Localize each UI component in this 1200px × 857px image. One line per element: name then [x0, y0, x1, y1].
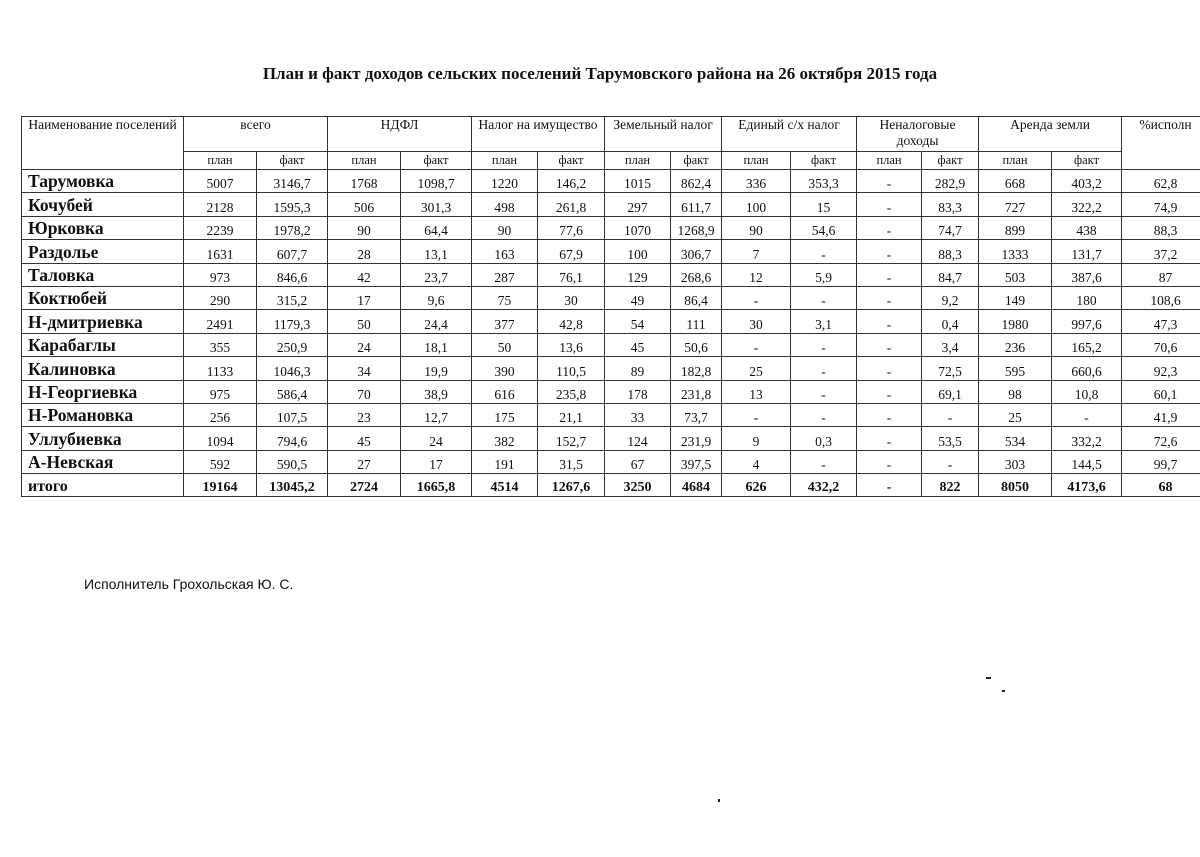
table-cell: 5007: [184, 170, 257, 193]
table-cell: 110,5: [538, 357, 605, 380]
table-cell: 50: [328, 310, 401, 333]
header-plan: план: [857, 152, 922, 170]
executor-signature-line: Исполнитель Грохольская Ю. С.: [84, 576, 294, 592]
table-cell: 92,3: [1122, 357, 1200, 380]
table-cell: 3,4: [922, 333, 979, 356]
table-cell: 387,6: [1052, 263, 1122, 286]
table-cell: 111: [671, 310, 722, 333]
table-cell: 287: [472, 263, 538, 286]
settlement-name: Тарумовка: [22, 170, 184, 193]
header-percent: %исполн: [1122, 117, 1200, 170]
table-cell: 87: [1122, 263, 1200, 286]
table-cell: 42: [328, 263, 401, 286]
table-cell: 794,6: [257, 427, 328, 450]
table-cell: 144,5: [1052, 450, 1122, 473]
table-cell: -: [857, 193, 922, 216]
table-cell: 25: [979, 403, 1052, 426]
table-cell: 0,3: [791, 427, 857, 450]
table-cell: 100: [722, 193, 791, 216]
table-cell: 89: [605, 357, 671, 380]
table-cell: 37,2: [1122, 240, 1200, 263]
header-settlement-name: Наименование поселений: [22, 117, 184, 170]
settlement-name: А-Невская: [22, 450, 184, 473]
table-cell: -: [857, 357, 922, 380]
table-cell: -: [857, 170, 922, 193]
table-cell: -: [857, 427, 922, 450]
table-cell: 1595,3: [257, 193, 328, 216]
table-cell: 19,9: [401, 357, 472, 380]
table-cell: -: [791, 240, 857, 263]
table-cell: 1333: [979, 240, 1052, 263]
table-cell: 24,4: [401, 310, 472, 333]
settlement-name: Уллубиевка: [22, 427, 184, 450]
table-cell: 973: [184, 263, 257, 286]
total-row: [22, 474, 1200, 497]
table-cell: 88,3: [1122, 216, 1200, 239]
table-cell: 256: [184, 403, 257, 426]
table-cell: 108,6: [1122, 286, 1200, 309]
table-cell: 72,5: [922, 357, 979, 380]
table-cell: 282,9: [922, 170, 979, 193]
table-cell: -: [857, 263, 922, 286]
table-cell: 355: [184, 333, 257, 356]
table-cell: 235,8: [538, 380, 605, 403]
header-plan: план: [979, 152, 1052, 170]
table-cell: 1046,3: [257, 357, 328, 380]
table-cell: 30: [722, 310, 791, 333]
table-cell: 149: [979, 286, 1052, 309]
table-cell: 54,6: [791, 216, 857, 239]
header-plan: план: [472, 152, 538, 170]
table-cell: 17: [401, 450, 472, 473]
table-cell: 12,7: [401, 403, 472, 426]
table-cell: 315,2: [257, 286, 328, 309]
table-cell: 90: [722, 216, 791, 239]
table-cell: 100: [605, 240, 671, 263]
table-cell: 1768: [328, 170, 401, 193]
header-group-ndfl: НДФЛ: [328, 117, 472, 152]
table-row: [22, 450, 1200, 473]
settlement-name: Кочубей: [22, 193, 184, 216]
table-row: [22, 240, 1200, 263]
header-fact: факт: [671, 152, 722, 170]
table-cell: 45: [605, 333, 671, 356]
table-cell: 2239: [184, 216, 257, 239]
table-cell: 28: [328, 240, 401, 263]
scan-speck: [986, 677, 991, 679]
table-cell: 76,1: [538, 263, 605, 286]
table-cell: 68: [1122, 474, 1200, 497]
table-cell: 50,6: [671, 333, 722, 356]
table-cell: 607,7: [257, 240, 328, 263]
table-cell: 377: [472, 310, 538, 333]
table-cell: 67,9: [538, 240, 605, 263]
table-cell: 1094: [184, 427, 257, 450]
header-fact: факт: [922, 152, 979, 170]
table-cell: 60,1: [1122, 380, 1200, 403]
table-cell: 99,7: [1122, 450, 1200, 473]
table-cell: 45: [328, 427, 401, 450]
table-cell: 165,2: [1052, 333, 1122, 356]
table-row: [22, 193, 1200, 216]
table-cell: -: [791, 403, 857, 426]
table-cell: 1070: [605, 216, 671, 239]
table-cell: 13045,2: [257, 474, 328, 497]
table-cell: 1268,9: [671, 216, 722, 239]
table-cell: 322,2: [1052, 193, 1122, 216]
table-row: [22, 286, 1200, 309]
table-cell: -: [857, 403, 922, 426]
table-cell: 231,9: [671, 427, 722, 450]
table-row: [22, 403, 1200, 426]
table-cell: 23,7: [401, 263, 472, 286]
table-cell: 54: [605, 310, 671, 333]
table-cell: -: [722, 333, 791, 356]
table-cell: 268,6: [671, 263, 722, 286]
table-cell: 534: [979, 427, 1052, 450]
table-cell: 1980: [979, 310, 1052, 333]
table-cell: 822: [922, 474, 979, 497]
table-cell: 3250: [605, 474, 671, 497]
table-cell: 997,6: [1052, 310, 1122, 333]
table-cell: 98: [979, 380, 1052, 403]
table-cell: 432,2: [791, 474, 857, 497]
header-fact: факт: [1052, 152, 1122, 170]
revenue-table: [21, 116, 1200, 497]
table-cell: 438: [1052, 216, 1122, 239]
table-cell: -: [922, 450, 979, 473]
table-cell: 862,4: [671, 170, 722, 193]
table-row: [22, 333, 1200, 356]
settlement-name: Карабаглы: [22, 333, 184, 356]
table-cell: 74,7: [922, 216, 979, 239]
table-cell: 290: [184, 286, 257, 309]
table-cell: 182,8: [671, 357, 722, 380]
header-group-property-tax: Налог на имущество: [472, 117, 605, 152]
table-cell: 42,8: [538, 310, 605, 333]
header-plan: план: [184, 152, 257, 170]
table-cell: -: [791, 357, 857, 380]
table-cell: 124: [605, 427, 671, 450]
table-cell: -: [791, 380, 857, 403]
table-cell: 1133: [184, 357, 257, 380]
table-cell: 1179,3: [257, 310, 328, 333]
header-group-non-tax: Неналоговые доходы: [857, 117, 979, 152]
table-cell: -: [1052, 403, 1122, 426]
table-cell: 626: [722, 474, 791, 497]
table-cell: 611,7: [671, 193, 722, 216]
table-cell: 1220: [472, 170, 538, 193]
settlement-name: Коктюбей: [22, 286, 184, 309]
table-cell: 47,3: [1122, 310, 1200, 333]
table-cell: 1631: [184, 240, 257, 263]
table-cell: 1665,8: [401, 474, 472, 497]
table-cell: 13,1: [401, 240, 472, 263]
table-cell: 301,3: [401, 193, 472, 216]
table-row: [22, 310, 1200, 333]
table-cell: 8050: [979, 474, 1052, 497]
table-cell: 19164: [184, 474, 257, 497]
table-cell: 152,7: [538, 427, 605, 450]
header-group-land-tax: Земельный налог: [605, 117, 722, 152]
table-cell: 73,7: [671, 403, 722, 426]
header-plan: план: [722, 152, 791, 170]
table-cell: 24: [401, 427, 472, 450]
table-cell: 12: [722, 263, 791, 286]
table-cell: 18,1: [401, 333, 472, 356]
settlement-name: итого: [22, 474, 184, 497]
table-cell: -: [722, 286, 791, 309]
table-cell: 163: [472, 240, 538, 263]
settlement-name: Н-дмитриевка: [22, 310, 184, 333]
table-cell: 67: [605, 450, 671, 473]
table-cell: -: [857, 216, 922, 239]
table-cell: 86,4: [671, 286, 722, 309]
table-cell: 83,3: [922, 193, 979, 216]
table-cell: 30: [538, 286, 605, 309]
table-cell: 33: [605, 403, 671, 426]
header-group-agri-tax: Единый с/х налог: [722, 117, 857, 152]
table-cell: 2724: [328, 474, 401, 497]
table-cell: 131,7: [1052, 240, 1122, 263]
table-cell: 27: [328, 450, 401, 473]
table-cell: 332,2: [1052, 427, 1122, 450]
table-cell: 4173,6: [1052, 474, 1122, 497]
table-cell: 107,5: [257, 403, 328, 426]
table-cell: -: [791, 333, 857, 356]
table-cell: 668: [979, 170, 1052, 193]
header-plan: план: [605, 152, 671, 170]
table-cell: 15: [791, 193, 857, 216]
header-fact: факт: [791, 152, 857, 170]
settlement-name: Раздолье: [22, 240, 184, 263]
table-cell: 13,6: [538, 333, 605, 356]
table-cell: 77,6: [538, 216, 605, 239]
table-cell: 590,5: [257, 450, 328, 473]
table-cell: 3146,7: [257, 170, 328, 193]
table-cell: 616: [472, 380, 538, 403]
table-cell: 303: [979, 450, 1052, 473]
header-fact: факт: [401, 152, 472, 170]
table-cell: 2491: [184, 310, 257, 333]
table-cell: 69,1: [922, 380, 979, 403]
table-cell: 23: [328, 403, 401, 426]
settlement-name: Н-Романовка: [22, 403, 184, 426]
table-cell: 506: [328, 193, 401, 216]
table-cell: 129: [605, 263, 671, 286]
settlement-name: Н-Георгиевка: [22, 380, 184, 403]
table-cell: 25: [722, 357, 791, 380]
table-row: [22, 263, 1200, 286]
table-row: [22, 170, 1200, 193]
table-cell: 146,2: [538, 170, 605, 193]
table-row: [22, 357, 1200, 380]
table-cell: 660,6: [1052, 357, 1122, 380]
table-cell: -: [791, 286, 857, 309]
settlement-name: Таловка: [22, 263, 184, 286]
table-cell: 38,9: [401, 380, 472, 403]
header-fact: факт: [538, 152, 605, 170]
table-cell: -: [857, 286, 922, 309]
table-cell: 17: [328, 286, 401, 309]
table-cell: 34: [328, 357, 401, 380]
table-cell: 403,2: [1052, 170, 1122, 193]
table-cell: 10,8: [1052, 380, 1122, 403]
table-cell: 70,6: [1122, 333, 1200, 356]
table-cell: 250,9: [257, 333, 328, 356]
table-cell: 74,9: [1122, 193, 1200, 216]
table-cell: 498: [472, 193, 538, 216]
table-cell: 1015: [605, 170, 671, 193]
header-fact: факт: [257, 152, 328, 170]
table-cell: 4684: [671, 474, 722, 497]
table-cell: 1978,2: [257, 216, 328, 239]
header-plan: план: [328, 152, 401, 170]
table-cell: 236: [979, 333, 1052, 356]
table-cell: 261,8: [538, 193, 605, 216]
table-cell: 64,4: [401, 216, 472, 239]
table-cell: 90: [328, 216, 401, 239]
table-cell: 390: [472, 357, 538, 380]
table-cell: 175: [472, 403, 538, 426]
table-cell: 90: [472, 216, 538, 239]
table-cell: 62,8: [1122, 170, 1200, 193]
table-cell: 0,4: [922, 310, 979, 333]
table-cell: 975: [184, 380, 257, 403]
table-cell: 31,5: [538, 450, 605, 473]
table-cell: 21,1: [538, 403, 605, 426]
table-cell: -: [791, 450, 857, 473]
table-cell: 3,1: [791, 310, 857, 333]
table-cell: 382: [472, 427, 538, 450]
table-row: [22, 380, 1200, 403]
table-cell: -: [857, 240, 922, 263]
table-cell: 9: [722, 427, 791, 450]
table-cell: -: [857, 474, 922, 497]
header-group-total: всего: [184, 117, 328, 152]
table-cell: -: [857, 380, 922, 403]
table-cell: 727: [979, 193, 1052, 216]
table-cell: -: [857, 310, 922, 333]
table-cell: -: [722, 403, 791, 426]
table-cell: 4514: [472, 474, 538, 497]
table-cell: 1267,6: [538, 474, 605, 497]
table-cell: -: [857, 450, 922, 473]
table-cell: 7: [722, 240, 791, 263]
table-cell: 178: [605, 380, 671, 403]
table-cell: 75: [472, 286, 538, 309]
table-cell: 586,4: [257, 380, 328, 403]
table-cell: 231,8: [671, 380, 722, 403]
table-cell: 191: [472, 450, 538, 473]
table-cell: 899: [979, 216, 1052, 239]
settlement-name: Калиновка: [22, 357, 184, 380]
table-cell: 50: [472, 333, 538, 356]
table-cell: 503: [979, 263, 1052, 286]
table-cell: 592: [184, 450, 257, 473]
table-cell: 595: [979, 357, 1052, 380]
table-cell: 70: [328, 380, 401, 403]
table-cell: 88,3: [922, 240, 979, 263]
table-cell: -: [922, 403, 979, 426]
table-cell: 49: [605, 286, 671, 309]
header-group-land-rent: Аренда земли: [979, 117, 1122, 152]
table-cell: 41,9: [1122, 403, 1200, 426]
scan-speck: [718, 799, 720, 802]
table-row: [22, 427, 1200, 450]
table-cell: 306,7: [671, 240, 722, 263]
table-cell: 24: [328, 333, 401, 356]
table-cell: 336: [722, 170, 791, 193]
table-cell: 297: [605, 193, 671, 216]
table-cell: 84,7: [922, 263, 979, 286]
table-cell: 397,5: [671, 450, 722, 473]
table-cell: 13: [722, 380, 791, 403]
table-cell: 72,6: [1122, 427, 1200, 450]
table-cell: 5,9: [791, 263, 857, 286]
table-cell: 4: [722, 450, 791, 473]
scan-speck: [1002, 690, 1005, 692]
table-cell: 2128: [184, 193, 257, 216]
table-row: [22, 216, 1200, 239]
table-cell: 53,5: [922, 427, 979, 450]
table-cell: 1098,7: [401, 170, 472, 193]
table-cell: 9,6: [401, 286, 472, 309]
table-cell: 9,2: [922, 286, 979, 309]
table-cell: 353,3: [791, 170, 857, 193]
settlement-name: Юрковка: [22, 216, 184, 239]
table-cell: 846,6: [257, 263, 328, 286]
table-cell: 180: [1052, 286, 1122, 309]
page-title: План и факт доходов сельских поселений Тарумовского района на 26 октября 2015 года: [262, 64, 938, 83]
table-cell: -: [857, 333, 922, 356]
